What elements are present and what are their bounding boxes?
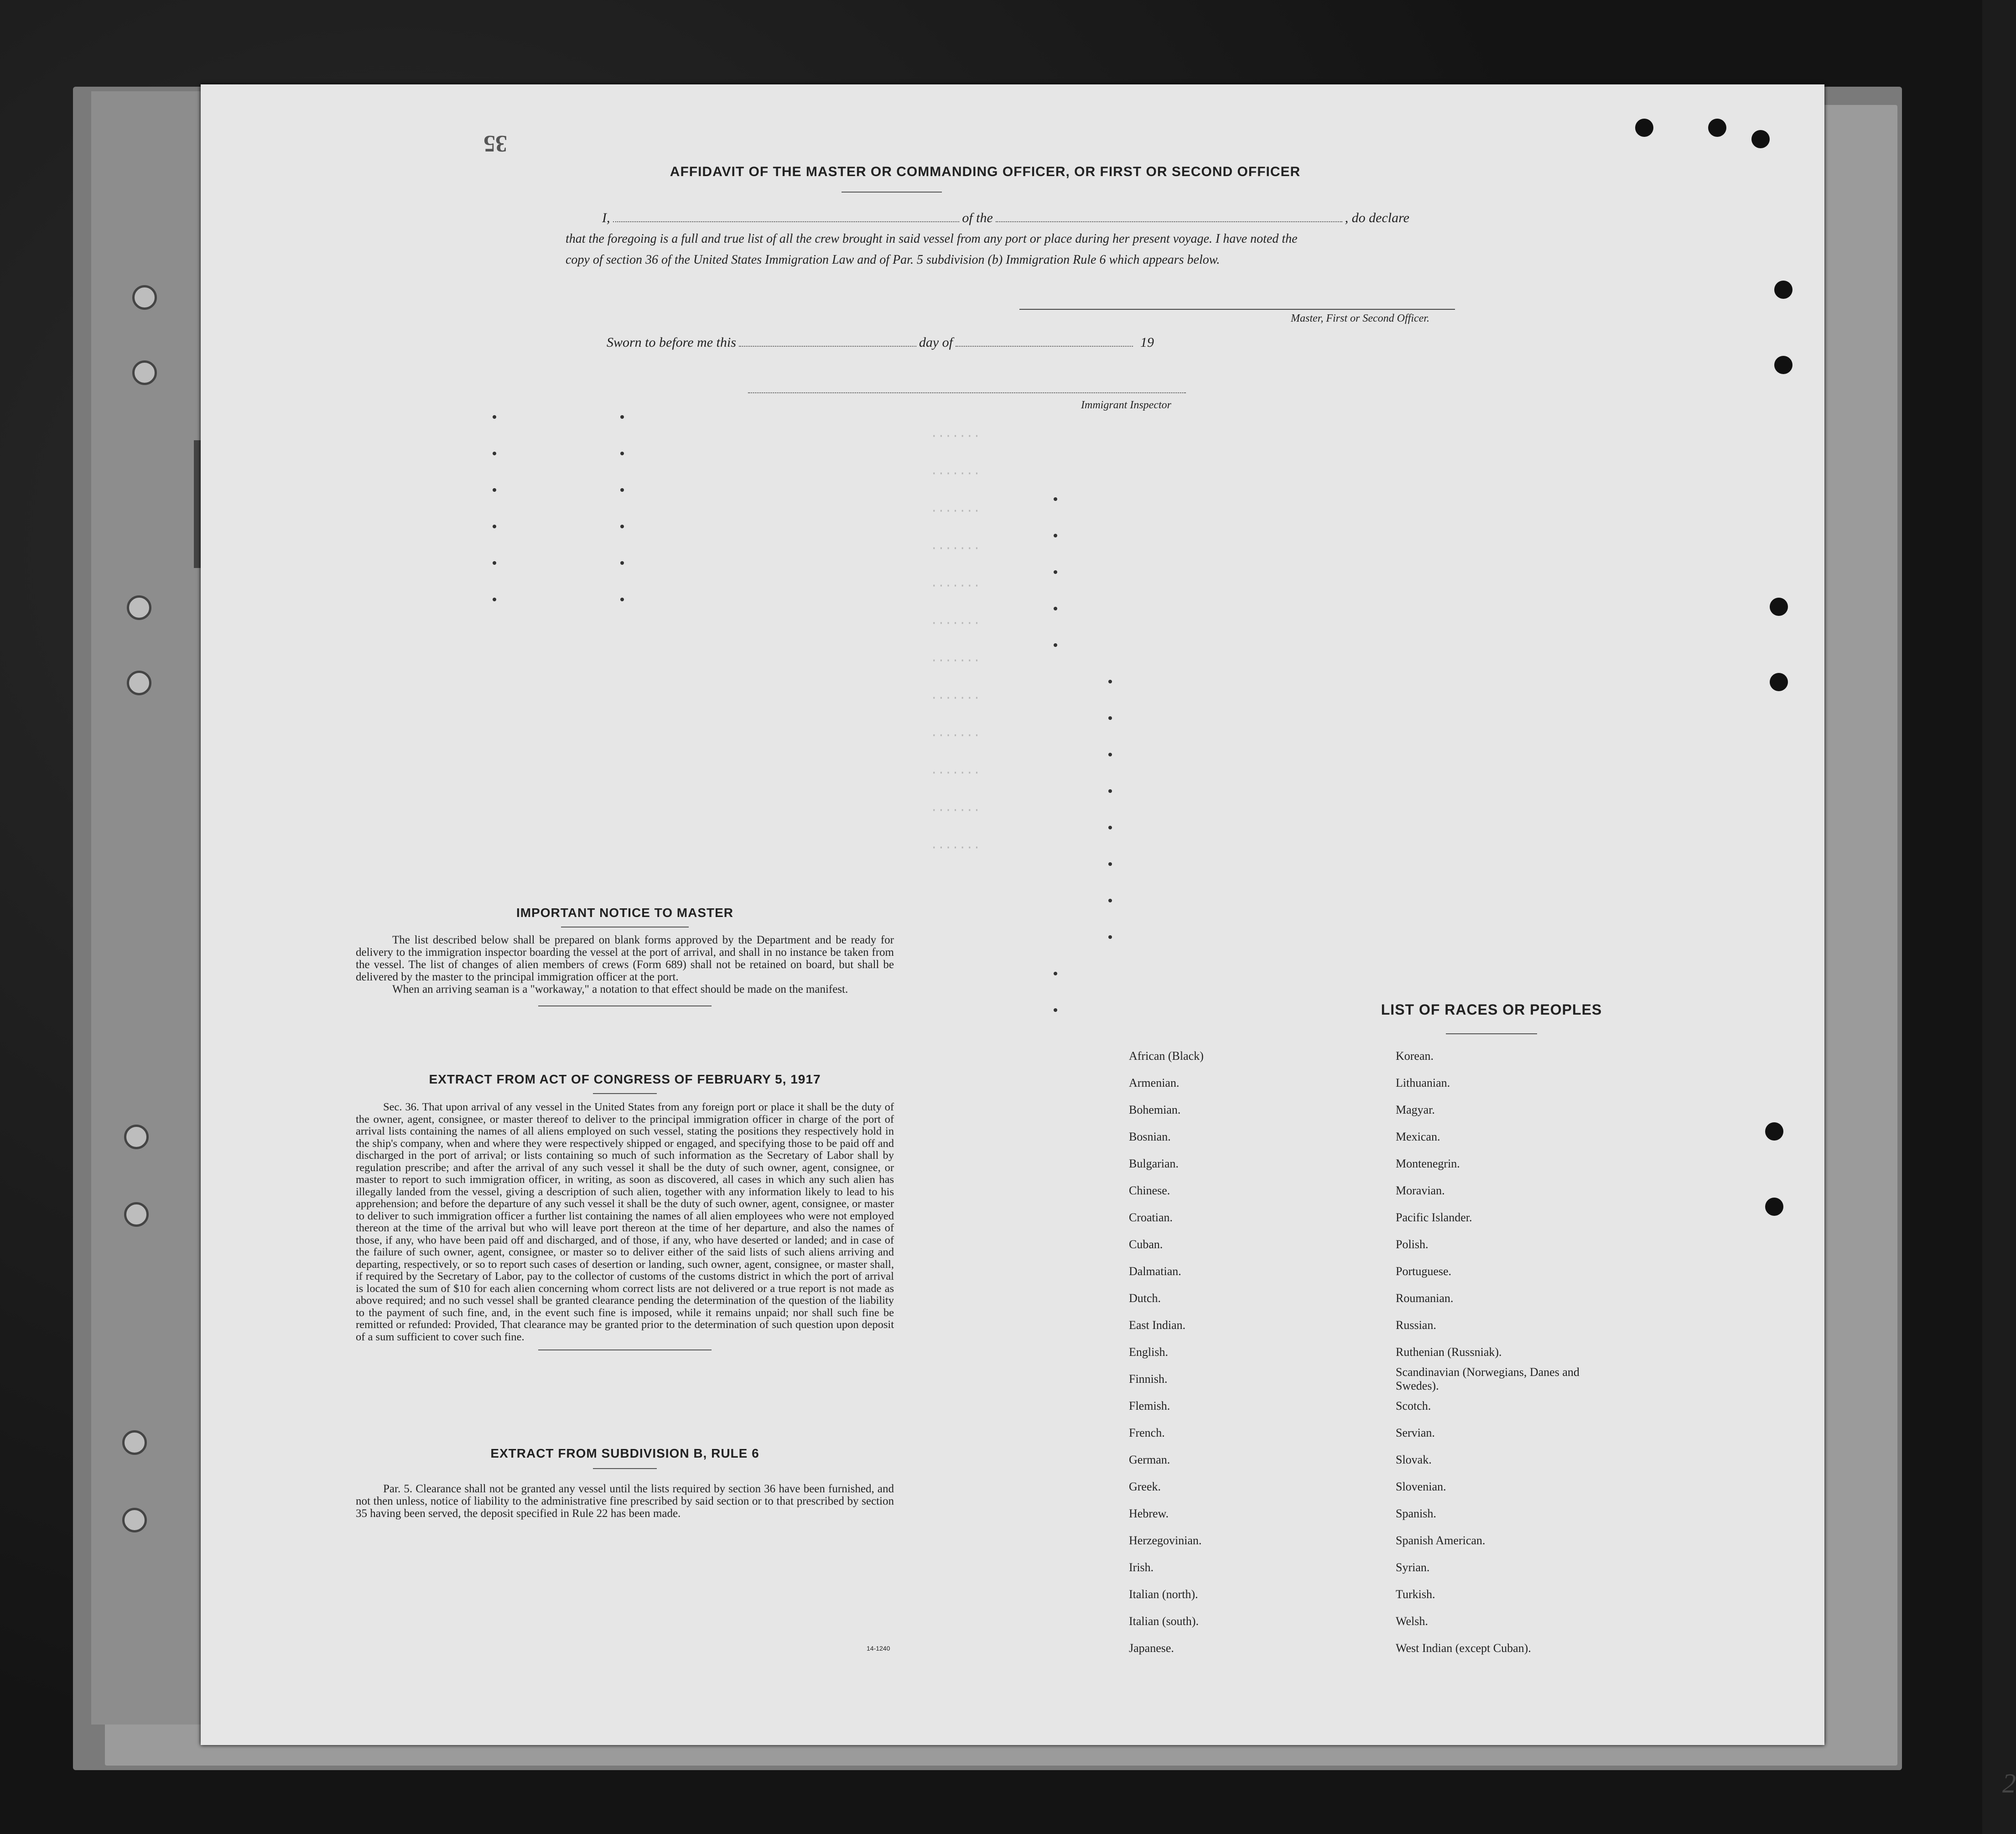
stray-mark (1108, 826, 1112, 829)
race-item: Cuban. (1129, 1237, 1163, 1251)
stray-mark (493, 598, 496, 601)
race-item: Hebrew. (1129, 1506, 1169, 1520)
section-rule (538, 1349, 712, 1350)
race-item: Moravian. (1396, 1183, 1445, 1197)
extract-rule-section (356, 1446, 894, 1520)
inspector-signature-line[interactable] (748, 392, 1186, 393)
important-notice (356, 906, 894, 1013)
race-item: Spanish. (1396, 1506, 1436, 1520)
stray-mark (1108, 899, 1112, 902)
notice-title: IMPORTANT NOTICE TO MASTER (516, 906, 734, 920)
stray-mark (620, 488, 624, 492)
stray-mark (493, 452, 496, 455)
race-item: Syrian. (1396, 1560, 1430, 1574)
vessel-blank[interactable] (996, 208, 1342, 222)
race-item: Pacific Islander. (1396, 1210, 1472, 1224)
officer-signature-caption: Master, First or Second Officer. (1291, 313, 1429, 324)
sworn-month-blank[interactable] (956, 333, 1133, 347)
handwritten-corner-mark: 2 (2002, 1768, 2016, 1798)
punch-hole-icon (1774, 356, 1793, 374)
race-item: Servian. (1396, 1426, 1435, 1439)
race-item: Russian. (1396, 1318, 1436, 1332)
race-item: Portuguese. (1396, 1264, 1452, 1278)
race-item: Spanish American. (1396, 1533, 1486, 1547)
race-item: West Indian (except Cuban). (1396, 1641, 1531, 1655)
races-left-column (1129, 1042, 1384, 1662)
race-item: Flemish. (1129, 1399, 1170, 1412)
sworn-prefix: Sworn to before me this (607, 335, 736, 350)
races-right-column (1396, 1042, 1592, 1662)
sworn-year-label: 19 (1140, 335, 1154, 350)
race-item: Dutch. (1129, 1291, 1161, 1305)
punch-hole-icon (1765, 1198, 1783, 1216)
stray-mark (1108, 716, 1112, 720)
extract-rule-body: Par. 5. Clearance shall not be granted any vessel until the lists required by section 36 have been furnished, and not then unless, notice of liability to the administrative fine prescribed by said section or to that prescribed by section 35 having been served, the deposit specified in Rule 22 has been made. (356, 1483, 894, 1520)
race-item: German. (1129, 1453, 1170, 1466)
form-page (201, 84, 2016, 1798)
race-item: Roumanian. (1396, 1291, 1454, 1305)
race-item: Korean. (1396, 1049, 1434, 1063)
race-item: Japanese. (1129, 1641, 1174, 1655)
extract-act-title: EXTRACT FROM ACT OF CONGRESS OF FEBRUARY 5, 1917 (429, 1072, 821, 1086)
punch-hole-icon (1635, 119, 1653, 137)
race-item: Bulgarian. (1129, 1157, 1179, 1170)
race-item: Italian (south). (1129, 1614, 1199, 1628)
stray-mark (1054, 607, 1057, 610)
punch-hole-icon (1770, 598, 1788, 616)
stray-mark (620, 561, 624, 565)
extract-act-rule (593, 1093, 657, 1094)
race-item: Lithuanian. (1396, 1076, 1450, 1089)
notice-paragraph-1: The list described below shall be prepared on blank forms approved by the Department and be ready for delivery to the immigration inspector boarding the vessel at the port of arrival, and shall in no instance be taken from the vessel. The list of changes of alien members of crews (Form 689) shall not be retained on board, but shall be delivered by the master to the principal immigration officer at the port. (356, 934, 894, 983)
affidavit-line1-prefix: I, (602, 210, 610, 225)
race-item: East Indian. (1129, 1318, 1186, 1332)
punch-hole-icon (1751, 130, 1770, 148)
race-item: Polish. (1396, 1237, 1429, 1251)
race-item: Finnish. (1129, 1372, 1168, 1386)
affidavit-line1-middle: of the (962, 210, 993, 225)
sworn-day-blank[interactable] (739, 333, 916, 347)
punch-hole-icon (122, 1508, 147, 1532)
punch-hole-icon (1774, 281, 1793, 299)
race-item: Montenegrin. (1396, 1157, 1460, 1170)
race-item: Chinese. (1129, 1183, 1170, 1197)
affidavit-line-3: copy of section 36 of the United States Immigration Law and of Par. 5 subdivision (b) Immigration Rule 6 which appears below. (566, 253, 1220, 267)
stray-mark (493, 488, 496, 492)
sworn-day-label: day of (919, 335, 953, 350)
inspector-caption: Immigrant Inspector (1081, 399, 1171, 411)
bleed-through-text: ······· ······· ······· ······· ······· ······· ······· ······· ······· ······· ······· ······· (930, 429, 981, 854)
punch-hole-icon (132, 360, 157, 385)
stray-mark (1054, 972, 1057, 975)
stray-mark (493, 415, 496, 419)
punch-hole-icon (1770, 673, 1788, 691)
affidavit-line-2: that the foregoing is a full and true list of all the crew brought in said vessel from any port or place during her present voyage. I have noted the (566, 232, 1298, 246)
stray-mark (1108, 680, 1112, 683)
race-item: Bosnian. (1129, 1130, 1171, 1143)
extract-act-body: Sec. 36. That upon arrival of any vessel in the United States from any foreign port or place it shall be the duty of the owner, agent, consignee, or master thereof to deliver to the principal immigration officer in charge of the port of arrival lists containing the names of all aliens employed on such vessel, stating the positions they respectively hold in the ship's company, when and where they were respectively shipped or engaged, and specifying those to be paid off and discharged in the port of arrival; or lists containing so much of such information as the Secretary of Labor shall by regulation prescribe; and after the arrival of any such vessel it shall be the duty of such owner, agent, consignee, or master to report to such immigration officer, in writing, as soon as discovered, all cases in which any such alien has illegally landed from the vessel, giving a description of such alien, together with any information likely to lead to his apprehension; and before the departure of any such vessel it shall be the duty of such owner, agent, consignee, or master to deliver to such immigration officer a further list containing the names of all alien employees who were not employed thereon at the time of the arrival but who will leave port thereon at the time of her departure, and also the names of those, if any, who have been paid off and discharged, and of those, if any, who have deserted or landed; and in case of the failure of such owner, agent, consignee, or master so to deliver either of the said lists of such aliens arriving and departing, respectively, or so to report such cases of desertion or landing, such owner, agent, consignee, or master shall, if required by the Secretary of Labor, pay to the collector of customs of the customs district in which the port of arrival is located the sum of $10 for each alien concerning whom correct lists are not delivered or a true report is not made as above required; and no such vessel shall be granted clearance pending the determination of the question of the liability to the payment of such fine, and, in the event such fine is imposed, while it remains unpaid; nor shall such fine be remitted or refunded: Provided, That clearance may be granted prior to the determination of such question upon deposit of a sum sufficient to cover such fine. (356, 1101, 894, 1343)
name-blank[interactable] (613, 208, 960, 222)
officer-signature-line[interactable] (1019, 309, 1455, 310)
affidavit-line-1 (566, 208, 1409, 229)
stray-mark (620, 452, 624, 455)
title-rule (842, 192, 942, 193)
race-item: Magyar. (1396, 1103, 1435, 1116)
page-number: 35 (483, 130, 507, 156)
punch-hole-icon (122, 1430, 147, 1455)
punch-hole-icon (1708, 119, 1726, 137)
race-item: African (Black) (1129, 1049, 1204, 1063)
stray-mark (1054, 570, 1057, 574)
stray-mark (1054, 643, 1057, 647)
punch-hole-icon (127, 671, 151, 695)
race-item: Dalmatian. (1129, 1264, 1181, 1278)
race-item: Slovenian. (1396, 1480, 1446, 1493)
punch-hole-icon (1765, 1122, 1783, 1141)
race-item: French. (1129, 1426, 1165, 1439)
race-item: Slovak. (1396, 1453, 1432, 1466)
affidavit-title: AFFIDAVIT OF THE MASTER OR COMMANDING OFFICER, OR FIRST OR SECOND OFFICER (670, 164, 1301, 179)
race-item: Italian (north). (1129, 1587, 1198, 1601)
stray-mark (620, 415, 624, 419)
races-title: LIST OF RACES OR PEOPLES (1381, 1001, 1602, 1018)
race-item: Croatian. (1129, 1210, 1173, 1224)
extract-rule-title: EXTRACT FROM SUBDIVISION B, RULE 6 (490, 1446, 759, 1460)
race-item: Herzegovinian. (1129, 1533, 1202, 1547)
stray-mark (493, 525, 496, 528)
race-item: Mexican. (1396, 1130, 1440, 1143)
stray-mark (1054, 534, 1057, 537)
race-item: Armenian. (1129, 1076, 1179, 1089)
race-item: Greek. (1129, 1480, 1161, 1493)
stray-mark (1108, 753, 1112, 756)
form-number: 14-1240 (867, 1645, 890, 1652)
race-item: Scotch. (1396, 1399, 1431, 1412)
stray-mark (1108, 789, 1112, 793)
races-rule (1446, 1033, 1537, 1034)
extract-act-section (356, 1072, 894, 1357)
affidavit-body (566, 208, 1409, 271)
stray-mark (493, 561, 496, 565)
punch-hole-icon (127, 595, 151, 620)
stray-mark (1054, 497, 1057, 501)
stray-mark (1054, 1008, 1057, 1012)
race-item: Welsh. (1396, 1614, 1428, 1628)
stray-mark (1108, 862, 1112, 866)
race-item: Irish. (1129, 1560, 1154, 1574)
race-item: Turkish. (1396, 1587, 1435, 1601)
extract-rule-rule (593, 1468, 657, 1469)
race-item: Scandinavian (Norwegians, Danes and Swedes). (1396, 1365, 1580, 1392)
punch-hole-icon (132, 285, 157, 310)
stray-mark (1108, 935, 1112, 939)
race-item: English. (1129, 1345, 1168, 1359)
notice-paragraph-2: When an arriving seaman is a "workaway," a notation to that effect should be made on the manifest. (392, 983, 848, 995)
punch-hole-icon (124, 1202, 149, 1227)
sworn-line (607, 333, 1154, 350)
stray-mark (620, 525, 624, 528)
punch-hole-icon (124, 1125, 149, 1149)
race-item: Bohemian. (1129, 1103, 1181, 1116)
race-item: Ruthenian (Russniak). (1396, 1345, 1502, 1359)
stray-mark (620, 598, 624, 601)
affidavit-line1-suffix: , do declare (1345, 210, 1409, 225)
